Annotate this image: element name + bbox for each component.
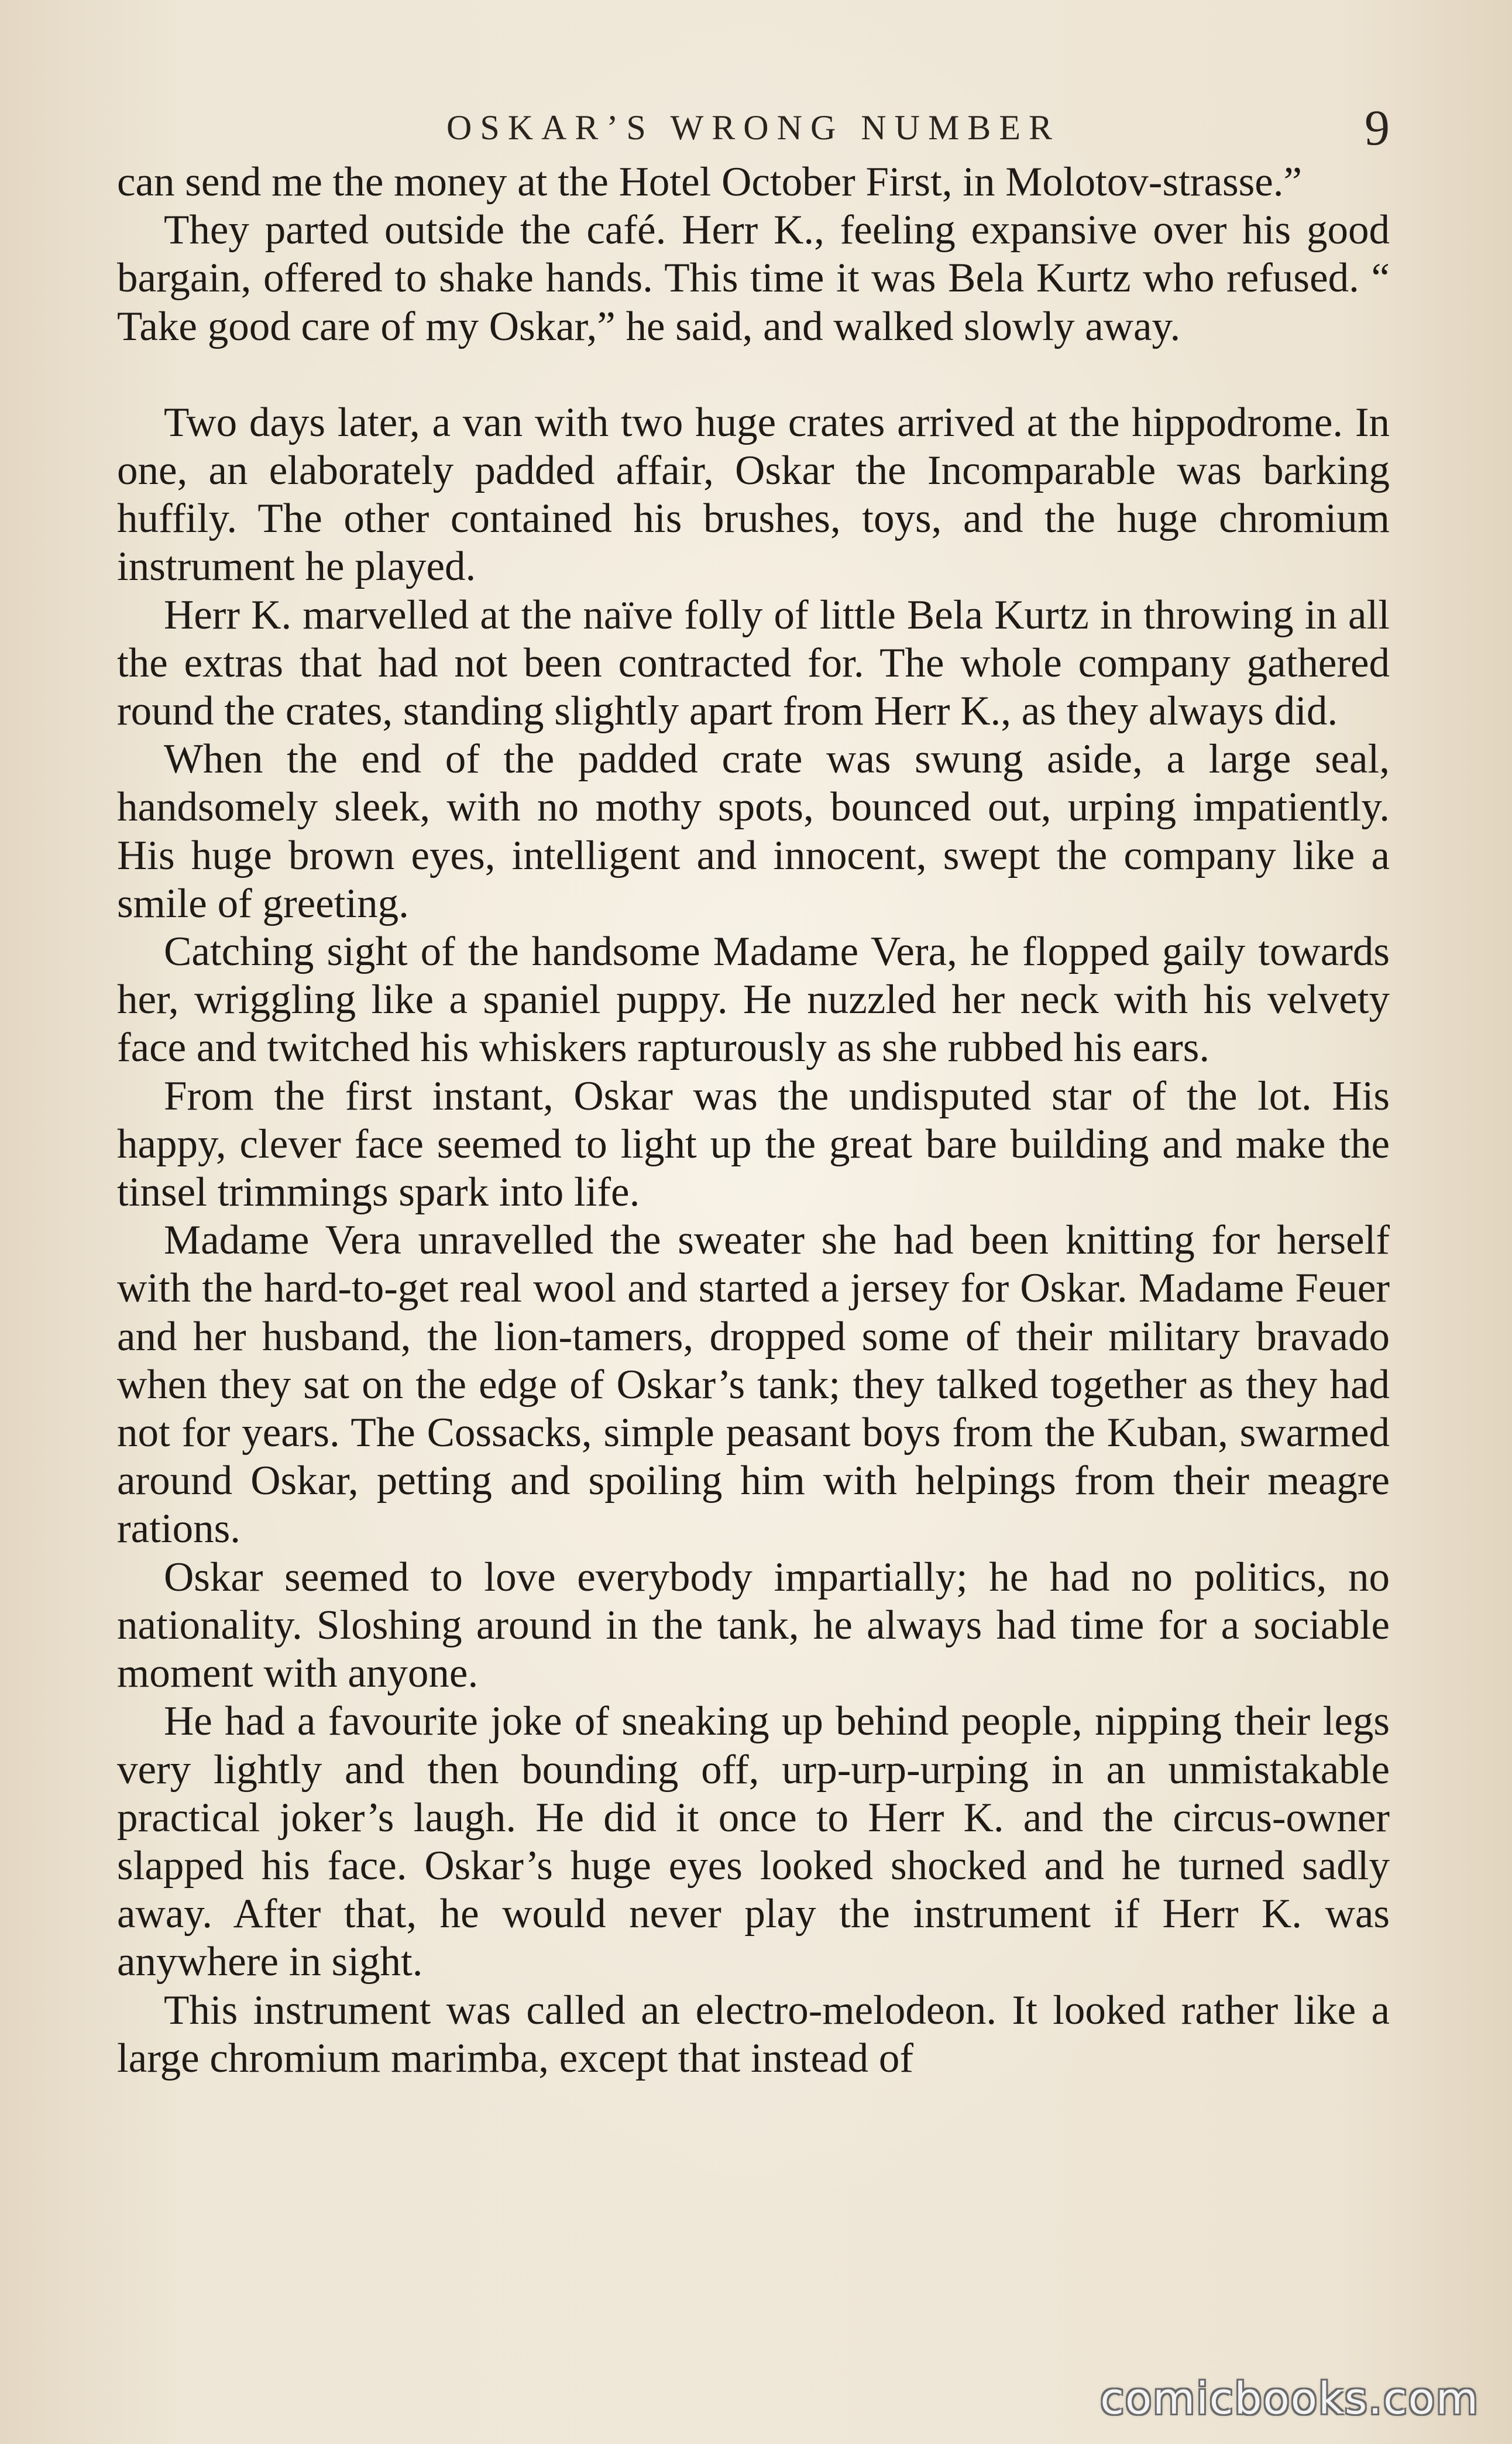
paragraph: can send me the money at the Hotel October First, in Molotov-strasse.” bbox=[117, 159, 1302, 205]
paragraph: Two days later, a van with two huge crates arrived at the hippodrome. In one, an elaborately padded affair, Oskar the Incomparable was barking huffily. The other contained his brushes, toys, and the huge chromium instrument he played. bbox=[117, 399, 1390, 590]
paragraph: From the first instant, Oskar was the undisputed star of the lot. His happy, clever face seemed to light up the great bare building and make the tinsel trimmings spark into life. bbox=[117, 1073, 1390, 1216]
page-header bbox=[117, 98, 1390, 163]
paragraph: Catching sight of the handsome Madame Vera, he flopped gaily towards her, wriggling like a spaniel puppy. He nuzzled her neck with his velvety face and twitched his whiskers rapturously as she rubbed his ears. bbox=[117, 929, 1390, 1071]
paragraph: This instrument was called an electro-melodeon. It looked rather like a large chromium marimba, except that instead of bbox=[117, 1987, 1390, 2081]
paragraph: Herr K. marvelled at the naïve folly of little Bela Kurtz in throwing in all the extras that had not been contracted for. The whole company gathered round the crates, standing slightly apart from Herr K., as they always did. bbox=[117, 592, 1390, 734]
paragraph: They parted outside the café. Herr K., feeling expansive over his good bargain, offered to shake hands. This time it was Bela Kurtz who refused. “ Take good care of my Oskar,” he said, and walked slowly away. bbox=[117, 207, 1390, 349]
paragraph: Madame Vera unravelled the sweater she had been knitting for herself with the hard-to-get real wool and started a jersey for Oskar. Madame Feuer and her husband, the lion-tamers, dropped some of their military bravado when they sat on the edge of Oskar’s tank; they talked together as they had not for years. The Cossacks, simple peasant boys from the Kuban, swarmed around Oskar, petting and spoiling him with helpings from their meagre rations. bbox=[117, 1217, 1390, 1552]
paragraph: When the end of the padded crate was swung aside, a large seal, handsomely sleek, with no mothy spots, bounced out, urping impatiently. His huge brown eyes, intelligent and innocent, swept the company like a smile of greeting. bbox=[117, 736, 1390, 926]
paragraph: He had a favourite joke of sneaking up behind people, nipping their legs very lightly and then bounding off, urp-urp-urping in an unmistakable practical joker’s laugh. He did it once to Herr K. and the circus-owner slapped his face. Oskar’s huge eyes looked shocked and he turned sadly away. After that, he would never play the instrument if Herr K. was anywhere in sight. bbox=[117, 1698, 1390, 1985]
watermark: comicbooks.com bbox=[1100, 2374, 1479, 2424]
paragraph: Oskar seemed to love everybody impartially; he had no politics, no nationality. Sloshing around in the tank, he always had time for a sociable moment with anyone. bbox=[117, 1554, 1390, 1697]
running-title: OSKAR’S WRONG NUMBER bbox=[446, 108, 1060, 147]
body-text bbox=[117, 158, 1390, 2082]
page-number: 9 bbox=[1365, 99, 1390, 156]
